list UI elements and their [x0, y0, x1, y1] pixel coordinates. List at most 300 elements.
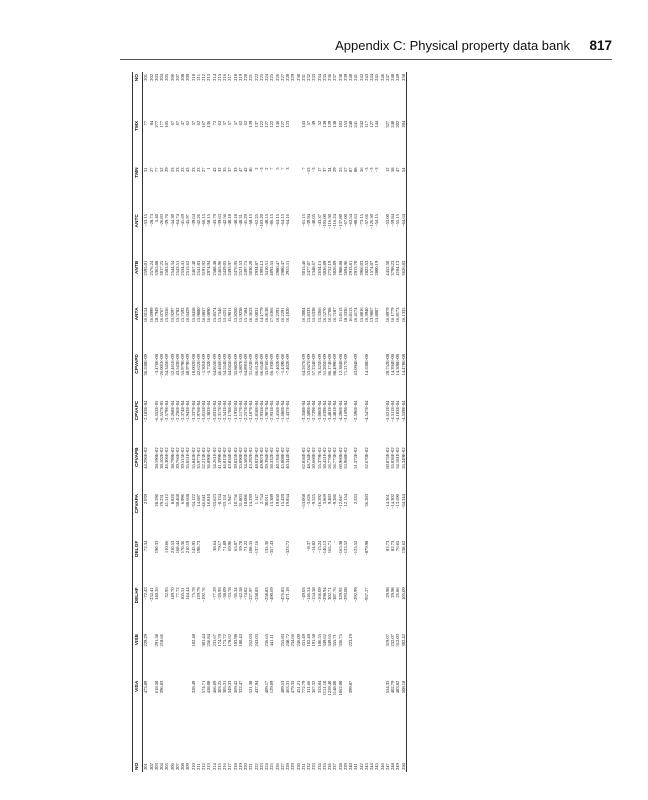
table-cell: −59.84	[390, 214, 395, 227]
table-cell: 225	[269, 763, 275, 770]
table-cell: 50.451E-02	[321, 447, 327, 469]
table-cell: 56.778E-02	[327, 447, 332, 469]
table-cell: 54.554E-09	[222, 354, 227, 376]
table-cell: 49.907E-02	[258, 447, 264, 469]
table-cell: 353.84	[316, 680, 322, 694]
table-cell: 206	[169, 74, 175, 81]
table-cell: 302.71	[327, 587, 332, 600]
table-cell: 57	[190, 120, 196, 126]
table-cell: 57	[342, 167, 348, 173]
table-cell: 15.8333	[306, 307, 311, 323]
table-cell: 136	[206, 120, 212, 128]
column-header: CPVAPC	[133, 399, 143, 446]
table-cell: −58.15	[248, 214, 254, 227]
table-cell: 138.62	[401, 539, 407, 586]
table-cell: −3.626	[306, 494, 311, 507]
table-cell: 355.71	[332, 634, 338, 647]
table-cell: 186.55	[316, 634, 322, 647]
table-cell: 23	[180, 167, 185, 173]
table-cell: 210	[190, 763, 196, 770]
table-cell: 168.44	[174, 540, 180, 554]
table-cell: 45.008E-02	[279, 447, 285, 469]
header-rule	[120, 59, 612, 60]
table-cell: −357.43	[269, 540, 275, 556]
table-cell: 249	[395, 74, 401, 81]
table-cell: −8.37	[306, 540, 311, 552]
table-cell: 16.0429	[185, 307, 191, 323]
table-cell: 143	[300, 120, 306, 128]
table-cell: −2.257E-04	[243, 400, 248, 423]
table-cell: 3626.83	[401, 259, 407, 306]
table-cell: 1259.40	[327, 680, 332, 696]
table-cell: −41.69	[180, 214, 185, 227]
column-header: NO	[133, 72, 143, 119]
table-cell: 33	[232, 167, 238, 173]
table-cell: −1.439E-08	[279, 354, 285, 376]
table-cell: −7.402E-09	[274, 354, 280, 376]
table-cell: 23	[174, 167, 180, 173]
table-cell: 241	[353, 120, 359, 128]
table-cell: 227	[279, 763, 285, 770]
table-cell: −62.54	[348, 214, 353, 227]
table-cell: −125.52	[342, 540, 348, 556]
table-cell: 204	[159, 763, 164, 770]
table-cell: 2.754	[258, 494, 264, 505]
table-cell: −116.24	[332, 214, 338, 230]
table-cell: 2913.81	[348, 260, 353, 276]
table-cell: 217	[227, 763, 233, 770]
table-cell: 35	[222, 167, 227, 173]
table-cell: −43.79	[211, 214, 217, 227]
table-cell: 42	[211, 167, 217, 173]
table-cell: 238	[337, 74, 343, 81]
table-cell: 473.89	[143, 680, 149, 694]
table-cell: 16.3940	[363, 307, 369, 323]
table-cell: −6.552E-05	[153, 400, 159, 423]
table-cell: 1	[206, 167, 212, 170]
table-cell: 249	[395, 763, 401, 770]
table-cell: 2497.75	[243, 260, 248, 276]
table-cell: 50.660E-02	[311, 447, 317, 469]
rotated-table-container	[132, 72, 600, 772]
table-cell: 221	[248, 763, 254, 770]
table-cell: 64.855E-09	[211, 354, 217, 376]
table-cell: 206	[169, 763, 175, 770]
table-cell: 3030.20	[248, 260, 254, 276]
table-cell: 231	[300, 763, 306, 770]
table-cell: 2583.07	[164, 260, 170, 276]
table-cell: 402.79	[390, 680, 395, 694]
table-cell: 2515.62	[185, 260, 191, 276]
table-cell: −3.358E-04	[300, 400, 306, 423]
column-header: VISB	[133, 632, 143, 679]
table-cell: −879.98	[363, 540, 369, 556]
table-cell: 79.17	[216, 540, 222, 551]
table-cell: 234	[316, 74, 322, 81]
table-cell: 39.515E-02	[180, 447, 185, 469]
table-cell: 16.0857	[201, 307, 206, 323]
table-cell: 223	[258, 74, 264, 81]
table-cell: 311.66	[306, 680, 311, 694]
table-cell: −49.03	[300, 587, 306, 601]
table-cell: 305.31	[222, 680, 227, 694]
table-cell: 327	[384, 120, 390, 128]
table-body	[143, 72, 407, 772]
table-cell: 2752.19	[327, 260, 332, 276]
table-cell: 12.154	[342, 494, 348, 507]
table-cell: 16.2291	[279, 307, 285, 323]
table-cell: −1.907E-04	[264, 400, 269, 423]
table-cell: 59.70	[237, 540, 243, 551]
table-cell: 226	[274, 74, 280, 81]
table-cell: 3365.88	[153, 260, 159, 276]
table-cell: −73.15	[358, 214, 364, 227]
table-cell: 31.803	[237, 494, 243, 507]
table-cell: 87	[348, 167, 353, 173]
table-cell: −323.72	[285, 540, 290, 556]
table-cell: 64.267E-09	[300, 354, 306, 376]
table-cell: 223	[258, 763, 264, 770]
table-cell: 52	[159, 167, 164, 173]
table-cell: 18.3336	[342, 307, 348, 323]
table-cell: −2.317E-04	[216, 400, 222, 423]
table-cell: 210.53	[169, 540, 175, 554]
table-cell: 230	[295, 74, 301, 81]
table-cell: 47	[395, 167, 401, 173]
table-cell: 2521.53	[237, 260, 243, 276]
table-cell: −40.15	[264, 214, 269, 227]
table-cell: −1.976E-04	[195, 400, 201, 423]
table-cell: 67	[174, 120, 180, 126]
table-cell: 48.734E-02	[306, 447, 311, 469]
table-cell: −12.047	[337, 494, 343, 510]
table-cell: −	[332, 540, 338, 544]
table-cell: 16.0113	[348, 307, 353, 323]
table-cell: 16.1335	[401, 305, 407, 352]
table-cell: 229	[290, 74, 296, 81]
table-cell: 5	[274, 167, 280, 170]
table-cell: 224	[264, 74, 269, 81]
table-cell: 14.308E-08	[395, 354, 401, 376]
table-cell: 65.07	[232, 540, 238, 551]
table-cell: −2.374E-04	[180, 400, 185, 423]
table-cell: 32	[216, 167, 222, 173]
table-cell: 174.70	[216, 634, 222, 647]
table-cell: −2.236E-04	[174, 400, 180, 423]
table-cell: 40.136E-02	[274, 447, 280, 469]
table-cell: 55.379E-02	[316, 447, 322, 469]
table-cell: −3.169E-04	[342, 400, 348, 423]
table-cell: 10.756	[232, 494, 238, 507]
table-cell: −64.16	[285, 214, 290, 227]
table-cell: 39.025E-02	[232, 447, 238, 469]
table-cell: 51.372E-02	[353, 447, 359, 469]
table-cell: 58	[390, 167, 395, 173]
table-cell: 14.687	[195, 494, 201, 507]
table-cell: 46.466E-09	[216, 354, 222, 376]
table-cell: 772.79	[300, 680, 306, 694]
table-cell: −66.15	[201, 214, 206, 227]
table-cell: 240	[348, 763, 353, 770]
table-cell: 256.84	[206, 634, 212, 647]
table-cell: −28.73	[148, 214, 154, 227]
table-cell: 1574.07	[369, 260, 374, 276]
table-cell: −13.590	[395, 494, 401, 510]
table-cell: −15.24	[316, 540, 322, 554]
table-cell: 238	[337, 763, 343, 770]
table-cell: 16.2292	[274, 307, 280, 323]
table-cell: 521.30	[248, 680, 254, 694]
table-cell: −2.596E-04	[353, 400, 359, 423]
table-cell: 441.11	[269, 634, 275, 647]
table-cell: −292.99	[353, 587, 359, 603]
table-cell: 203	[153, 763, 159, 770]
table-cell: 88.668	[185, 494, 191, 507]
table-cell: 102	[337, 120, 343, 128]
table-cell: −5.732E-09	[206, 354, 212, 376]
table-cell: 1062.00	[337, 680, 343, 696]
table-cell: 44.045E-09	[227, 354, 233, 376]
table-cell: 9.483	[327, 494, 332, 505]
table-cell: 2541.83	[195, 260, 201, 276]
table-cell: 202	[148, 763, 154, 770]
table-cell: 240	[390, 120, 395, 128]
table-cell: −26.83	[159, 214, 164, 227]
table-cell: 38.102E-02	[159, 447, 164, 469]
table-cell: −2.580E-04	[306, 400, 311, 423]
table-cell: 105	[164, 120, 170, 128]
table-cell: −2.639E-04	[321, 400, 327, 423]
table-cell: 27	[148, 167, 154, 173]
table-cell: −146.12	[321, 540, 327, 556]
table-cell: −7.402E-09	[285, 354, 290, 376]
table-cell: 16.3623	[248, 307, 254, 323]
table-cell: 38.64	[211, 540, 217, 551]
table-cell: 328.49	[190, 680, 196, 694]
table-cell: 218.66	[159, 634, 164, 647]
table-cell: 105.51	[180, 587, 185, 600]
table-cell: 399.87	[348, 680, 353, 694]
table-cell: 240	[348, 74, 353, 81]
table-cell: 28.190E-02	[153, 447, 159, 469]
table-cell: 218	[232, 763, 238, 770]
table-cell: 235	[321, 74, 327, 81]
table-cell: 41.399E-02	[216, 447, 222, 469]
table-cell: 15.9297	[169, 307, 175, 323]
table-cell: −39.63	[216, 214, 222, 227]
table-cell: 230	[295, 763, 301, 770]
table-cell: −3.006E-04	[316, 400, 322, 423]
table-cell: 54	[401, 165, 407, 212]
table-cell: 216	[222, 74, 227, 81]
table-cell: −57.66	[363, 214, 369, 227]
table-cell: 242	[358, 74, 364, 81]
table-cell: 136	[274, 120, 280, 128]
table-cell: 60.876E-02	[384, 447, 390, 469]
table-cell: 49	[311, 120, 317, 126]
table-cell: 236.65	[264, 634, 269, 647]
table-cell: 2	[264, 167, 269, 170]
table-cell: 15.7592	[180, 307, 185, 323]
table-cell: 15.9238	[237, 307, 243, 323]
table-cell: 37	[321, 167, 327, 173]
table-cell: 110.66	[164, 540, 170, 554]
table-cell: 16.4174	[353, 307, 359, 323]
table-cell: 396.83	[159, 680, 164, 694]
table-cell: −476.83	[279, 587, 285, 603]
table-cell: 77.72	[174, 587, 180, 598]
table-cell: 127	[264, 120, 269, 128]
table-cell: 208	[180, 763, 185, 770]
table-cell: 247	[384, 74, 390, 81]
table-cell: 207	[174, 74, 180, 81]
table-cell: −64.64	[401, 212, 407, 259]
table-cell: 129	[327, 120, 332, 128]
table-cell: −6.557E-05	[159, 400, 164, 423]
table-cell: 55.843E-02	[190, 447, 196, 469]
table-cell: 2467.40	[190, 260, 196, 276]
page-number: 817	[589, 38, 612, 53]
table-cell: 14.1779	[258, 307, 264, 323]
table-cell: 244	[369, 74, 374, 81]
table-cell: 15.8458	[190, 307, 196, 323]
table-cell: −2.729E-04	[311, 400, 317, 423]
table-cell: 35.051E-02	[185, 447, 191, 469]
table-cell: 244	[369, 763, 374, 770]
table-cell: 42.622E-09	[195, 354, 201, 376]
table-cell: 235	[321, 763, 327, 770]
table-cell: −2.931E-04	[269, 400, 275, 423]
table-cell: 29	[332, 167, 338, 173]
table-cell: 302.42	[401, 632, 407, 679]
table-cell: −53.068	[300, 494, 306, 510]
table-cell: 8.826	[169, 494, 175, 505]
table-cell: 223.19	[348, 634, 353, 647]
table-cell: −9.286	[332, 494, 338, 507]
table-cell: −64.15	[279, 214, 285, 227]
table-cell: 245	[374, 763, 380, 770]
table-cell: −64.74	[174, 214, 180, 227]
table-cell: 3191.92	[201, 260, 206, 276]
table-cell: 2459.05	[222, 260, 227, 276]
column-header: ANTC	[133, 212, 143, 259]
table-cell: 247	[384, 763, 390, 770]
table-cell: 26.86	[395, 587, 401, 598]
table-cell: 205	[164, 763, 170, 770]
table-cell: 10.002E-08	[190, 354, 196, 376]
table-cell: 135.36	[264, 540, 269, 554]
table-cell: 204	[159, 74, 164, 81]
table-cell: 12.384E-08	[337, 354, 343, 376]
table-cell: 211	[195, 74, 201, 81]
table-cell: 82.73	[390, 540, 395, 551]
table-cell: −4.206E-04	[337, 400, 343, 423]
table-cell: 64.891E-09	[243, 354, 248, 376]
table-cell: 127	[369, 120, 374, 128]
table-cell: 17.6366	[269, 307, 275, 323]
table-cell: 62	[195, 120, 201, 126]
table-cell: 177	[159, 120, 164, 128]
table-cell: −53.00	[384, 214, 390, 227]
table-cell: 367.32	[311, 680, 317, 694]
table-cell: −258.83	[253, 587, 259, 603]
table-cell: 3026.89	[321, 260, 327, 276]
table-cell: 43.292E-02	[248, 447, 254, 469]
table-cell: 71.217E-09	[342, 354, 348, 376]
table-cell: 127	[279, 120, 285, 128]
table-cell: 190.33	[153, 540, 159, 554]
table-cell: −39.64	[190, 214, 196, 227]
table-cell: −387.76	[332, 587, 338, 603]
table-header-row	[133, 72, 143, 772]
table-cell: 27	[201, 167, 206, 173]
table-cell: 182.48	[306, 634, 311, 647]
table-cell: 34	[327, 167, 332, 173]
table-cell: 16.8979	[384, 307, 390, 323]
table-cell: 2576.24	[148, 260, 154, 276]
table-cell: −53	[306, 167, 311, 175]
table-cell: 43.543E-09	[174, 354, 180, 376]
table-cell: 48.023E-02	[253, 447, 259, 469]
table-cell: −26.001E-09	[159, 354, 164, 379]
table-cell: 30.468	[174, 494, 180, 507]
table-cell: −72.43	[143, 587, 149, 601]
table-cell: 40.344E-02	[285, 447, 290, 469]
table-cell: −4.547E-04	[363, 400, 369, 423]
table-cell: −105.00	[321, 214, 327, 230]
table-cell: 14.538E-08	[363, 354, 369, 376]
table-cell: −146.54	[306, 587, 311, 603]
table-cell: 2588.48	[211, 260, 217, 276]
table-cell: −3.481E-04	[327, 400, 332, 423]
table-cell: 15.6251	[222, 307, 227, 323]
table-cell: 483.82	[395, 680, 401, 694]
table-cell: 4452.50	[384, 260, 390, 276]
table-cell: −3	[369, 167, 374, 173]
table-cell: −293.08	[342, 587, 348, 603]
table-cell: −252.41	[148, 587, 154, 603]
table-cell: 291.58	[153, 634, 159, 647]
table-cell: 183.98	[232, 634, 238, 647]
table-cell: 231	[300, 74, 306, 81]
table-cell: 33.976E-09	[264, 354, 269, 376]
table-cell: −3.031E-04	[211, 400, 217, 423]
table-cell: 60.960E-02	[337, 447, 343, 469]
table-cell: 149.70	[169, 587, 175, 600]
table-cell: −33.623	[211, 494, 217, 510]
table-cell: 219	[237, 74, 243, 81]
table-cell: 71.89	[222, 540, 227, 551]
table-cell: −67.00	[342, 214, 348, 227]
table-cell: −5.621E-04	[384, 400, 390, 423]
table-cell: 349.62	[321, 634, 327, 647]
table-cell: 242	[358, 120, 364, 128]
table-cell: 46.013E-02	[222, 447, 227, 469]
table-cell: 2913.70	[353, 260, 359, 276]
table-cell: −4.511E-04	[390, 400, 395, 423]
table-cell: 16.0154	[143, 307, 149, 323]
table-cell: −39.94	[306, 214, 311, 227]
column-header: CPVAPB	[133, 445, 143, 492]
table-cell: 2543.51	[174, 260, 180, 276]
table-cell: 215	[216, 74, 222, 81]
column-header: DELHF	[133, 585, 143, 632]
table-cell: 123	[285, 120, 290, 128]
table-cell: 220	[243, 763, 248, 770]
table-cell: 2955.11	[285, 260, 290, 276]
table-cell: −1.943E-04	[185, 400, 191, 423]
table-cell: 82.73	[384, 540, 390, 551]
